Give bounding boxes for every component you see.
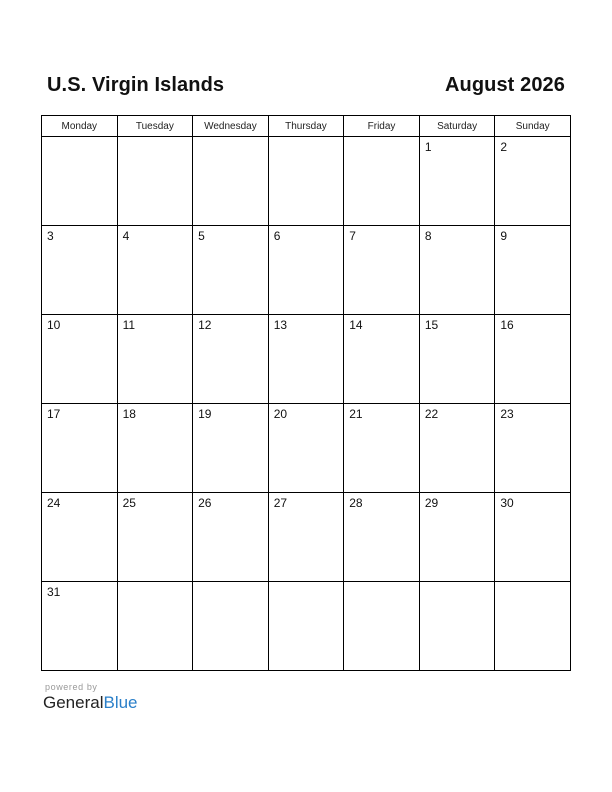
day-cell [117, 582, 193, 671]
day-cell [495, 404, 571, 493]
day-number: 10 [47, 318, 61, 332]
day-cell [193, 404, 269, 493]
week-row [42, 582, 571, 671]
day-cell [193, 493, 269, 582]
day-cell [268, 226, 344, 315]
day-number: 22 [424, 407, 439, 421]
day-number: 9 [500, 229, 508, 243]
day-cell [268, 137, 344, 226]
day-cell [344, 404, 420, 493]
day-cell [117, 137, 193, 226]
day-number: 8 [424, 229, 432, 243]
day-cell [42, 404, 118, 493]
day-cell [42, 493, 118, 582]
week-row [42, 226, 571, 315]
weekday-header-row [42, 116, 571, 137]
day-number: 25 [122, 496, 136, 510]
day-cell [495, 582, 571, 671]
weekday-monday: Monday [42, 116, 118, 137]
day-cell [193, 315, 269, 404]
logo-general-text: General [43, 693, 104, 712]
day-cell [42, 582, 118, 671]
calendar-grid [41, 115, 571, 671]
day-number [344, 137, 419, 140]
day-cell [495, 226, 571, 315]
day-number: 20 [273, 407, 288, 421]
day-number: 18 [122, 407, 136, 421]
powered-by-label: powered by [45, 682, 98, 692]
week-row [42, 493, 571, 582]
day-cell [495, 137, 571, 226]
day-number: 12 [198, 318, 212, 332]
day-number [118, 137, 193, 140]
day-cell [268, 315, 344, 404]
day-number: 21 [349, 407, 363, 421]
day-cell [193, 137, 269, 226]
brand-footer [43, 682, 138, 713]
day-cell [495, 493, 571, 582]
day-number [193, 137, 268, 140]
day-cell [268, 404, 344, 493]
logo-blue-text: Blue [103, 693, 138, 712]
day-cell [419, 226, 495, 315]
day-number: 19 [198, 407, 212, 421]
day-cell [419, 582, 495, 671]
day-number [269, 582, 344, 585]
weekday-wednesday: Wednesday [193, 116, 269, 137]
day-number: 16 [500, 318, 514, 332]
day-cell [419, 137, 495, 226]
day-number [495, 582, 570, 585]
weekday-thursday: Thursday [268, 116, 344, 137]
day-number: 15 [424, 318, 439, 332]
day-cell [344, 226, 420, 315]
day-number: 3 [47, 229, 54, 243]
day-cell [419, 315, 495, 404]
weekday-sunday: Sunday [495, 116, 571, 137]
day-cell [344, 137, 420, 226]
day-number: 28 [349, 496, 363, 510]
week-row [42, 137, 571, 226]
day-cell [419, 404, 495, 493]
day-cell [419, 493, 495, 582]
day-cell [344, 315, 420, 404]
weekday-friday: Friday [344, 116, 420, 137]
day-cell [117, 315, 193, 404]
day-cell [193, 226, 269, 315]
day-number: 5 [198, 229, 205, 243]
day-cell [495, 315, 571, 404]
day-number: 26 [198, 496, 212, 510]
day-cell [117, 226, 193, 315]
calendar-header [47, 72, 565, 98]
day-cell [268, 582, 344, 671]
day-cell [193, 582, 269, 671]
day-cell [268, 493, 344, 582]
month-title: August 2026 [444, 73, 565, 96]
day-number [344, 582, 419, 585]
generalblue-logo[interactable] [43, 693, 138, 713]
day-number: 31 [47, 585, 61, 599]
weekday-tuesday: Tuesday [117, 116, 193, 137]
day-number: 13 [273, 318, 288, 332]
day-number: 4 [122, 229, 130, 243]
day-number: 14 [349, 318, 363, 332]
day-cell [42, 226, 118, 315]
day-number [193, 582, 268, 585]
day-number: 30 [500, 496, 514, 510]
region-title: U.S. Virgin Islands [47, 73, 225, 96]
day-number: 27 [273, 496, 288, 510]
day-number [269, 137, 344, 140]
day-cell [117, 404, 193, 493]
day-number: 7 [349, 229, 356, 243]
day-cell [344, 582, 420, 671]
day-number [42, 137, 117, 140]
day-cell [344, 493, 420, 582]
day-number: 1 [424, 140, 432, 154]
day-number [420, 582, 495, 585]
day-cell [42, 315, 118, 404]
day-number: 29 [424, 496, 439, 510]
day-cell [42, 137, 118, 226]
day-number: 24 [47, 496, 61, 510]
week-row [42, 315, 571, 404]
day-number [118, 582, 193, 585]
day-number: 2 [500, 140, 508, 154]
weekday-saturday: Saturday [419, 116, 495, 137]
week-row [42, 404, 571, 493]
day-number: 6 [273, 229, 281, 243]
day-number: 23 [500, 407, 514, 421]
day-number: 11 [122, 318, 136, 332]
day-cell [117, 493, 193, 582]
day-number: 17 [47, 407, 61, 421]
